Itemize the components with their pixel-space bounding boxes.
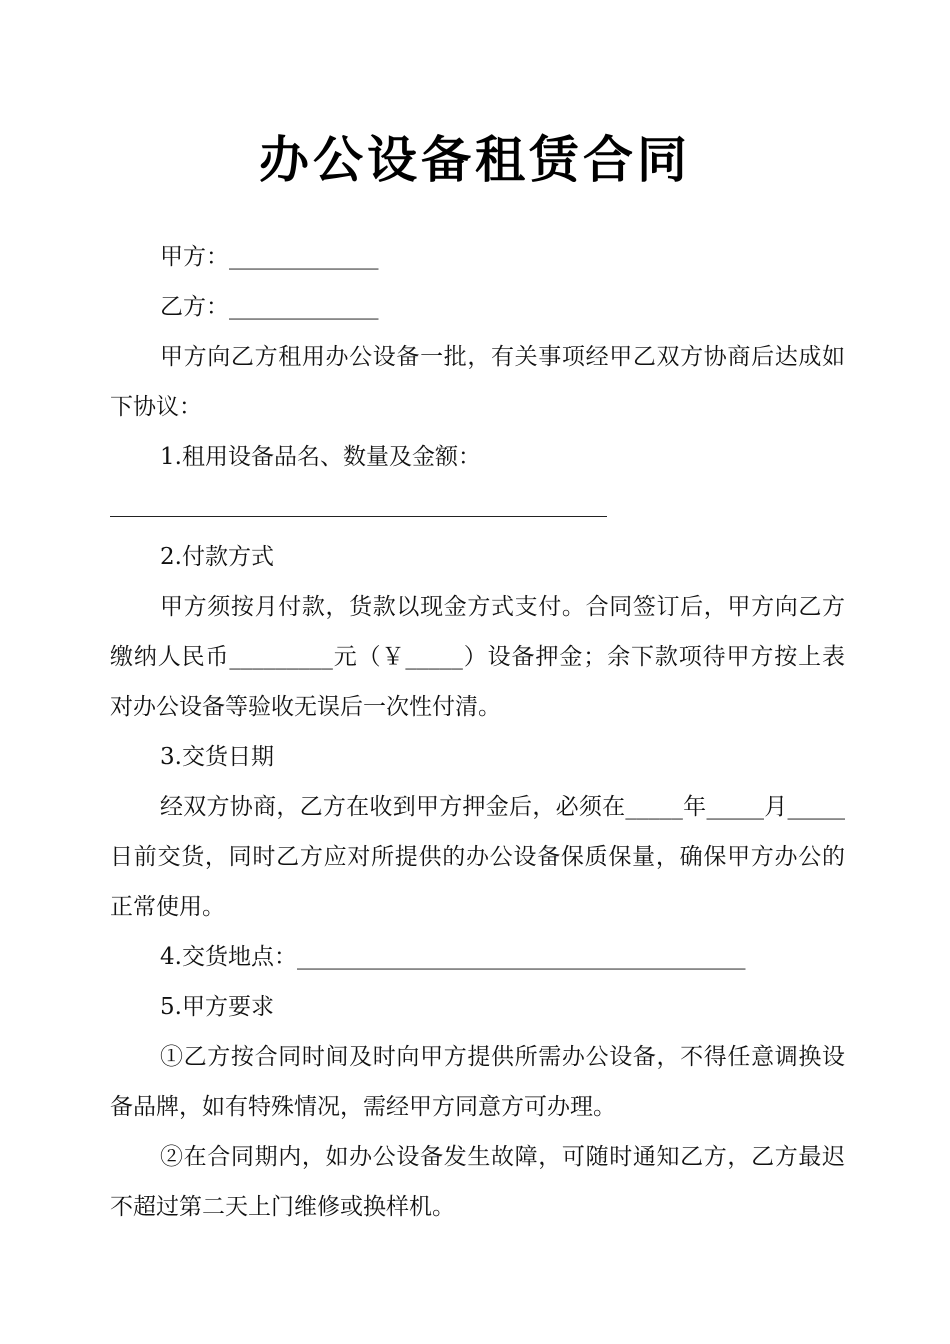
section-4-heading: 4.交货地点：_______________________________________ [160, 944, 746, 970]
section-5-heading: 5.甲方要求 [160, 994, 274, 1020]
section-5-item-2: ②在合同期内，如办公设备发生故障，可随时通知乙方，乙方最迟不超过第二天上门维修或换样机。 [110, 1144, 845, 1220]
section-5-item-1: ①乙方按合同时间及时向甲方提供所需办公设备，不得任意调换设备品牌，如有特殊情况，需经甲方同意方可办理。 [110, 1044, 845, 1120]
section-3-heading: 3.交货日期 [160, 744, 274, 770]
section-3-text: 经双方协商，乙方在收到甲方押金后，必须在_____年_____月_____日前交货，同时乙方应对所提供的办公设备保质保量，确保甲方办公的正常使用。 [110, 794, 845, 920]
section-2-heading: 2.付款方式 [160, 544, 274, 570]
party-b-line: 乙方：_____________ [160, 294, 379, 320]
section-2-text: 甲方须按月付款，货款以现金方式支付。合同签订后，甲方向乙方缴纳人民币_________元（￥_____）设备押金；余下款项待甲方按上表对办公设备等验收无误后一次性付清。 [110, 594, 845, 720]
document-title: 办公设备租赁合同 [259, 131, 691, 189]
document-body [110, 232, 845, 1232]
intro-paragraph: 甲方向乙方租用办公设备一批，有关事项经甲乙双方协商后达成如下协议： [110, 344, 845, 420]
equipment-list-blank [110, 482, 845, 532]
section-1-heading: 1.租用设备品名、数量及金额： [160, 444, 481, 470]
blank-underline [110, 516, 607, 517]
party-a-line: 甲方：_____________ [160, 244, 379, 270]
